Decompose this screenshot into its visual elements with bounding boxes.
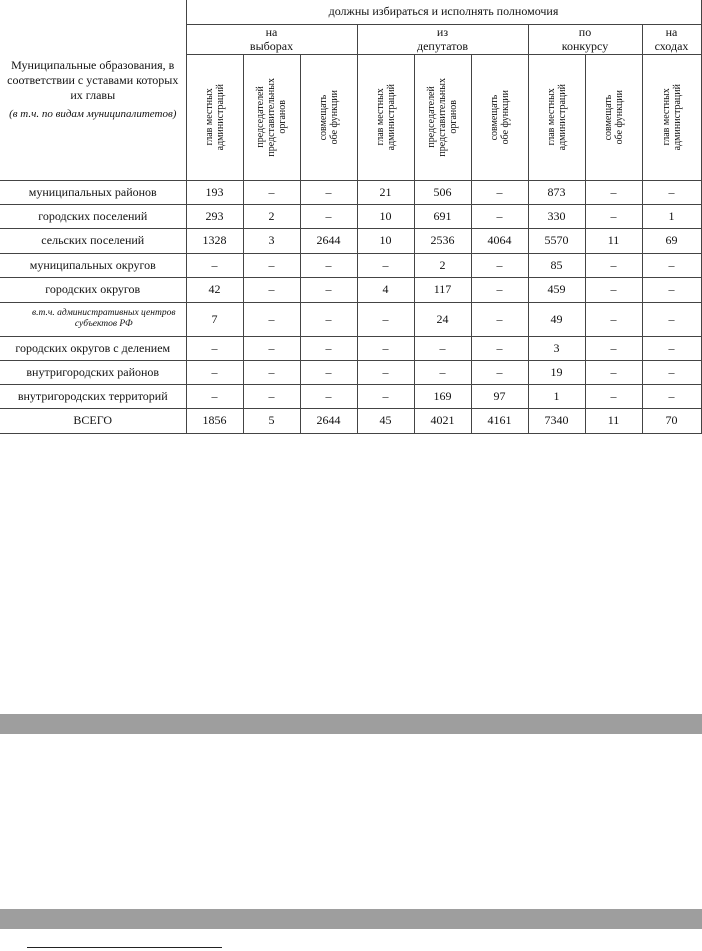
group-label: по конкурсу [561,25,609,53]
table-cell: – [471,336,528,360]
gray-band-divider [0,714,702,734]
table-cell: 7 [186,302,243,336]
table-cell: – [642,336,701,360]
group-header-deputies [357,24,528,54]
table-cell: – [357,360,414,384]
group-header-gatherings [642,24,701,54]
table-cell: – [471,302,528,336]
table-cell: 5570 [528,228,585,253]
table-cell: – [186,336,243,360]
table-row [0,360,701,384]
table-cell: 293 [186,204,243,228]
table-cell: 45 [357,408,414,433]
table-cell: – [243,336,300,360]
table-row [0,336,701,360]
table-cell: – [357,302,414,336]
table-cell: – [243,302,300,336]
table-cell: 2644 [300,408,357,433]
column-header [186,54,243,180]
table-cell: 4 [357,277,414,302]
table-cell: 2644 [300,228,357,253]
table-cell: – [300,384,357,408]
gray-band-divider [0,909,702,929]
table-cell: 21 [357,180,414,204]
table-cell: 1856 [186,408,243,433]
column-header [300,54,357,180]
table-cell: 691 [414,204,471,228]
table-cell: 24 [414,302,471,336]
table-cell: – [471,277,528,302]
table-cell: – [642,253,701,277]
column-header [414,54,471,180]
table-cell: 49 [528,302,585,336]
table-cell: – [243,180,300,204]
table-cell: 42 [186,277,243,302]
row-label: внутригородских территорий [0,384,186,408]
row-label: городских округов [0,277,186,302]
table-cell: – [357,253,414,277]
municipal-heads-table [0,0,702,434]
table-cell: – [585,302,642,336]
table-cell: 5 [243,408,300,433]
table-cell: – [585,360,642,384]
column-label: председателей представительных органов [426,77,459,157]
row-label: сельских поселений [0,228,186,253]
row-label: городских округов с делением [0,336,186,360]
table-cell: 4064 [471,228,528,253]
table-cell: – [243,360,300,384]
row-header-title: Муниципальные образования, в соответствии с уставами которых их главы [7,58,179,103]
column-label: совмещать обе функции [488,89,511,145]
table-cell: – [585,384,642,408]
row-label: в.т.ч. административных центров субъектов РФ [0,302,186,336]
table-cell: – [471,204,528,228]
table-row [0,277,701,302]
table-cell: 873 [528,180,585,204]
table-cell: 330 [528,204,585,228]
row-label: городских поселений [0,204,186,228]
top-header: должны избираться и исполнять полномочия [186,0,701,24]
table-cell: – [414,360,471,384]
row-header [0,0,186,180]
table-cell: – [357,336,414,360]
table-cell: 19 [528,360,585,384]
table-row [0,408,701,433]
table-cell: 459 [528,277,585,302]
table-cell: 3 [243,228,300,253]
footnote-rule [27,947,222,948]
column-label: совмещать обе функции [602,89,625,145]
table-row [0,204,701,228]
table-row [0,228,701,253]
group-label: на сходах [654,25,689,53]
column-label: глав местных администраций [374,83,397,151]
table-row [0,253,701,277]
column-header [357,54,414,180]
table-cell: 97 [471,384,528,408]
row-label: муниципальных округов [0,253,186,277]
column-label: глав местных администраций [545,83,568,151]
table-cell: 11 [585,228,642,253]
table-cell: – [300,360,357,384]
table-cell: – [642,277,701,302]
table-row [0,384,701,408]
table-cell: – [585,204,642,228]
row-label: ВСЕГО [0,408,186,433]
table-cell: 169 [414,384,471,408]
table-cell: 193 [186,180,243,204]
table-cell: 1328 [186,228,243,253]
table-cell: – [357,384,414,408]
column-header [585,54,642,180]
table-cell: – [585,336,642,360]
table-cell: 10 [357,204,414,228]
table-cell: 1 [642,204,701,228]
table-cell: 117 [414,277,471,302]
table-cell: – [642,384,701,408]
table-cell: – [300,204,357,228]
table-cell: – [243,277,300,302]
table-cell: 2 [414,253,471,277]
column-label: глав местных администраций [203,83,226,151]
table-cell: – [186,253,243,277]
row-header-note: (в т.ч. по видам муниципалитетов) [9,108,177,121]
table-cell: – [585,277,642,302]
table-cell: – [300,336,357,360]
row-label: внутригородских районов [0,360,186,384]
table-cell: – [471,180,528,204]
table-cell: – [642,302,701,336]
table-cell: 4161 [471,408,528,433]
table-cell: – [414,336,471,360]
table-row [0,302,701,336]
table-cell: – [243,384,300,408]
table-cell: – [300,253,357,277]
table-cell: 1 [528,384,585,408]
table-row [0,180,701,204]
table-cell: 11 [585,408,642,433]
table-cell: 2536 [414,228,471,253]
table-cell: – [243,253,300,277]
table-cell: 69 [642,228,701,253]
table-cell: – [585,253,642,277]
table-cell: 7340 [528,408,585,433]
column-label: председателей представительных органов [255,77,288,157]
group-header-elections [186,24,357,54]
table-body [0,180,701,433]
table-cell: 70 [642,408,701,433]
table-cell: – [300,302,357,336]
table-cell: – [585,180,642,204]
table-cell: 506 [414,180,471,204]
column-label: глав местных администраций [660,83,683,151]
table-cell: – [471,360,528,384]
table-cell: – [300,277,357,302]
table-cell: – [471,253,528,277]
table-cell: – [642,180,701,204]
column-header [528,54,585,180]
column-header [243,54,300,180]
table-cell: 85 [528,253,585,277]
table-cell: 2 [243,204,300,228]
column-header [642,54,701,180]
group-label: на выборах [249,25,294,53]
table-cell: 4021 [414,408,471,433]
column-header [471,54,528,180]
table-cell: – [186,384,243,408]
table-cell: – [186,360,243,384]
group-label: из депутатов [416,25,468,53]
row-label: муниципальных районов [0,180,186,204]
table-cell: 10 [357,228,414,253]
table-cell: – [642,360,701,384]
group-header-competition [528,24,642,54]
column-label: совмещать обе функции [317,89,340,145]
table-cell: – [300,180,357,204]
table-cell: 3 [528,336,585,360]
